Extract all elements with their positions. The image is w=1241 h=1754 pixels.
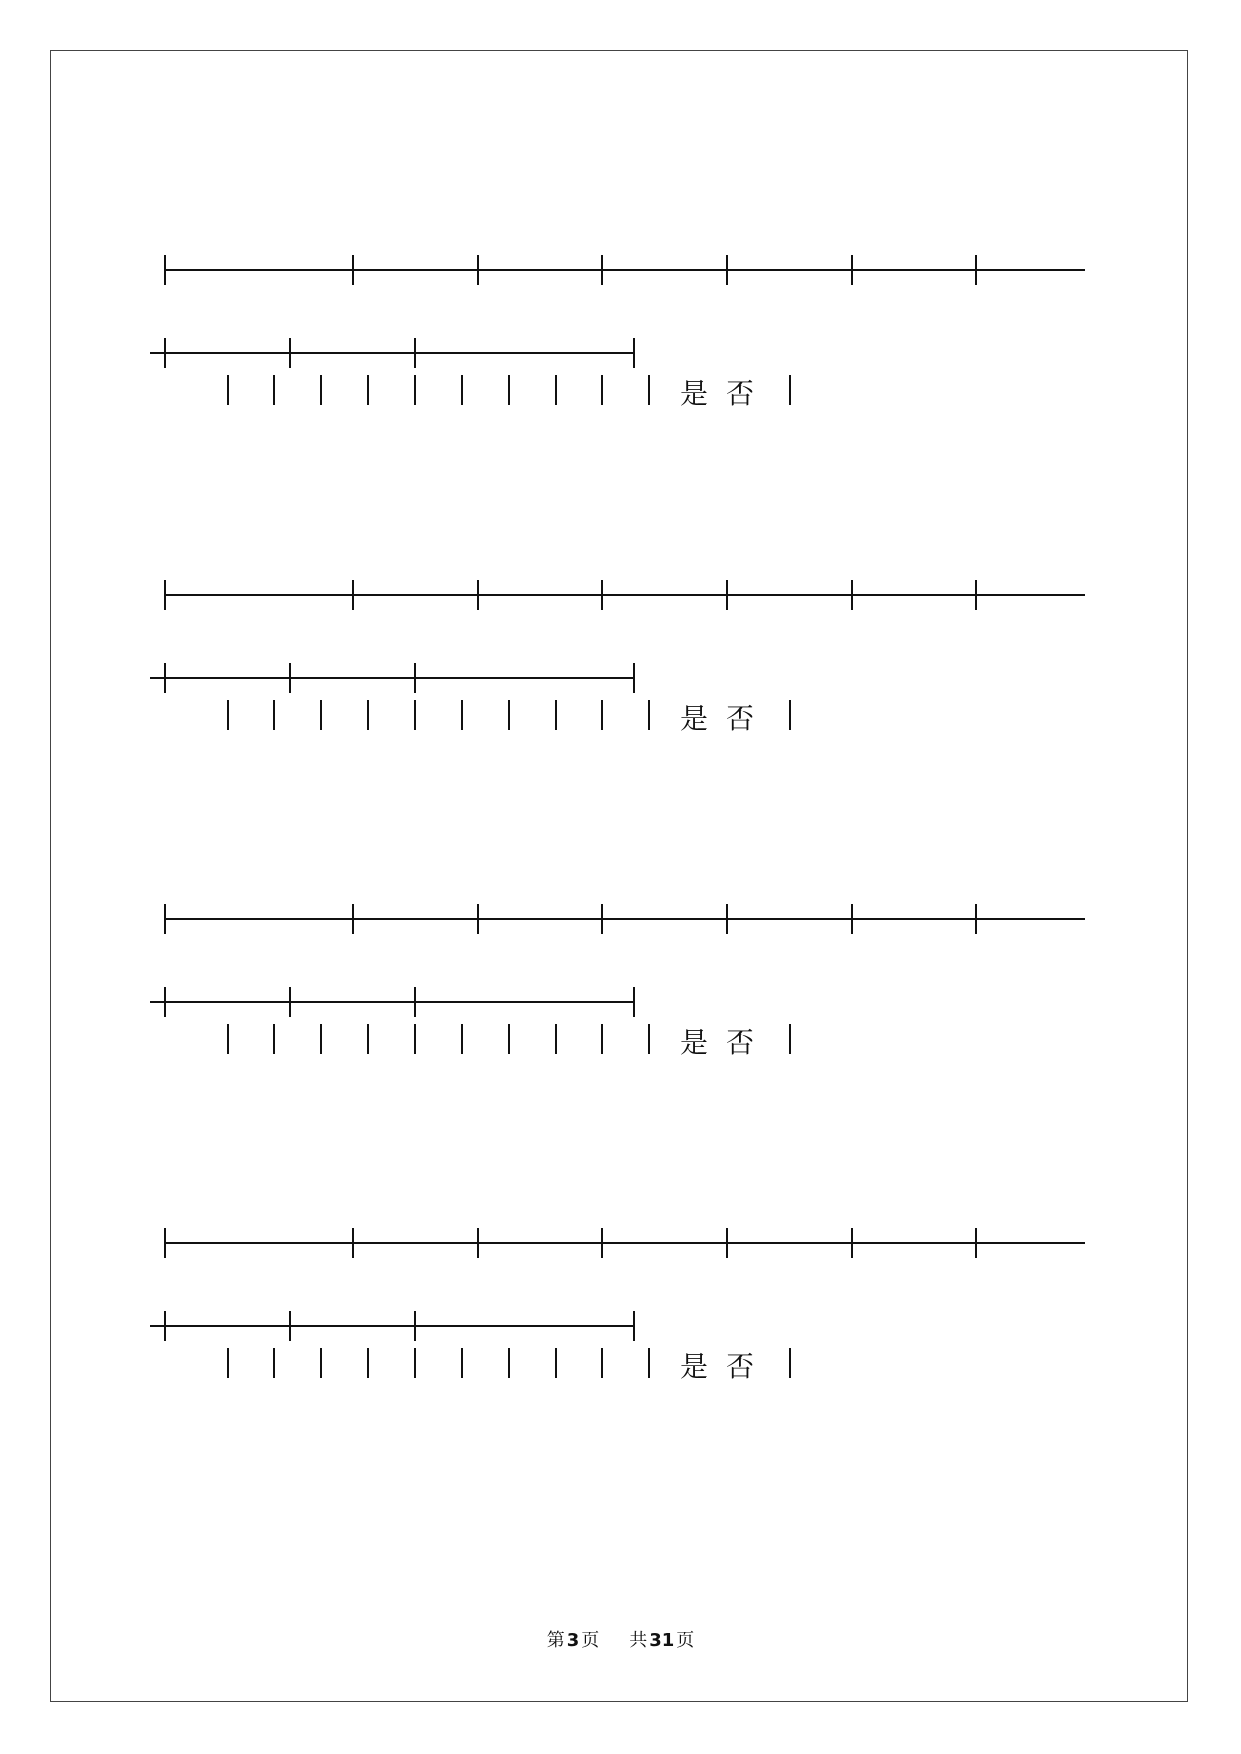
rule-tick bbox=[726, 580, 728, 610]
cell-bar bbox=[273, 1024, 275, 1054]
cell-bar bbox=[273, 375, 275, 405]
rule-line-top bbox=[164, 269, 1085, 271]
rule-tick bbox=[164, 580, 166, 610]
rule-line-bottom bbox=[150, 677, 635, 679]
cell-bar bbox=[508, 1024, 510, 1054]
cell-bar bbox=[227, 1348, 229, 1378]
rule-tick bbox=[352, 255, 354, 285]
rule-tick bbox=[601, 580, 603, 610]
rule-tick bbox=[601, 904, 603, 934]
rule-line-top bbox=[164, 1242, 1085, 1244]
yes-no-options bbox=[680, 697, 772, 737]
cell-bar bbox=[555, 700, 557, 730]
rule-tick bbox=[164, 1228, 166, 1258]
rule-line-bottom bbox=[150, 1325, 635, 1327]
rule-tick bbox=[633, 987, 635, 1017]
cell-bar bbox=[601, 700, 603, 730]
rule-tick bbox=[477, 580, 479, 610]
rule-tick bbox=[601, 1228, 603, 1258]
cell-bar bbox=[648, 700, 650, 730]
cell-bar bbox=[227, 375, 229, 405]
rule-tick bbox=[289, 1311, 291, 1341]
cell-bar bbox=[320, 1348, 322, 1378]
rule-line-bottom bbox=[150, 1001, 635, 1003]
cell-bar bbox=[601, 1024, 603, 1054]
cell-bar bbox=[789, 375, 791, 405]
form-block bbox=[0, 235, 1241, 485]
footer-prefix: 第 bbox=[546, 1630, 565, 1651]
footer-total-prefix: 共 bbox=[629, 1630, 648, 1651]
rule-tick bbox=[477, 1228, 479, 1258]
form-block bbox=[0, 560, 1241, 810]
cell-bar bbox=[414, 1348, 416, 1378]
rule-tick bbox=[164, 987, 166, 1017]
cell-bar bbox=[601, 1348, 603, 1378]
yes-option[interactable]: 是 bbox=[680, 377, 727, 410]
cell-bar bbox=[789, 1348, 791, 1378]
rule-tick bbox=[633, 663, 635, 693]
rule-tick bbox=[601, 255, 603, 285]
rule-tick bbox=[851, 580, 853, 610]
cell-bar bbox=[601, 375, 603, 405]
rule-tick bbox=[851, 904, 853, 934]
cell-bar bbox=[555, 375, 557, 405]
rule-tick bbox=[975, 904, 977, 934]
rule-line-top bbox=[164, 594, 1085, 596]
cell-bar bbox=[648, 1024, 650, 1054]
rule-tick bbox=[975, 580, 977, 610]
cell-bar bbox=[461, 375, 463, 405]
rule-tick bbox=[975, 1228, 977, 1258]
cell-bar bbox=[227, 700, 229, 730]
cell-bar bbox=[508, 1348, 510, 1378]
rule-tick bbox=[726, 904, 728, 934]
rule-tick bbox=[975, 255, 977, 285]
rule-tick bbox=[164, 338, 166, 368]
rule-tick bbox=[164, 663, 166, 693]
no-option[interactable]: 否 bbox=[726, 377, 773, 410]
cell-bar bbox=[320, 375, 322, 405]
cell-bar bbox=[508, 700, 510, 730]
rule-tick bbox=[414, 338, 416, 368]
rule-tick bbox=[477, 904, 479, 934]
yes-option[interactable]: 是 bbox=[680, 1350, 727, 1383]
rule-tick bbox=[633, 338, 635, 368]
cell-bar bbox=[367, 1024, 369, 1054]
no-option[interactable]: 否 bbox=[726, 1350, 773, 1383]
no-option[interactable]: 否 bbox=[726, 702, 773, 735]
rule-tick bbox=[352, 580, 354, 610]
form-block bbox=[0, 1208, 1241, 1458]
footer-page-unit: 页 bbox=[581, 1630, 600, 1651]
cell-bar bbox=[648, 375, 650, 405]
cell-bar bbox=[789, 700, 791, 730]
cell-bar bbox=[789, 1024, 791, 1054]
yes-no-options bbox=[680, 372, 772, 412]
footer-total-pages: 31 bbox=[649, 1630, 675, 1651]
cell-bar bbox=[555, 1348, 557, 1378]
rule-line-bottom bbox=[150, 352, 635, 354]
cell-bar bbox=[461, 1348, 463, 1378]
rule-tick bbox=[414, 663, 416, 693]
rule-tick bbox=[164, 255, 166, 285]
cell-bar bbox=[648, 1348, 650, 1378]
rule-tick bbox=[851, 255, 853, 285]
cell-bar bbox=[414, 375, 416, 405]
cell-bar bbox=[367, 375, 369, 405]
yes-option[interactable]: 是 bbox=[680, 1026, 727, 1059]
cell-bar bbox=[461, 1024, 463, 1054]
rule-line-top bbox=[164, 918, 1085, 920]
no-option[interactable]: 否 bbox=[726, 1026, 773, 1059]
cell-bar bbox=[367, 1348, 369, 1378]
footer-total-unit: 页 bbox=[676, 1630, 695, 1651]
cell-bar bbox=[461, 700, 463, 730]
cell-bar bbox=[273, 1348, 275, 1378]
cell-bar bbox=[508, 375, 510, 405]
rule-tick bbox=[851, 1228, 853, 1258]
cell-bar bbox=[273, 700, 275, 730]
cell-bar bbox=[367, 700, 369, 730]
cell-bar bbox=[555, 1024, 557, 1054]
cell-bar bbox=[320, 700, 322, 730]
rule-tick bbox=[352, 1228, 354, 1258]
cell-bar bbox=[320, 1024, 322, 1054]
cell-bar bbox=[414, 700, 416, 730]
rule-tick bbox=[164, 1311, 166, 1341]
footer-page-number: 3 bbox=[566, 1630, 580, 1651]
yes-no-options bbox=[680, 1345, 772, 1385]
rule-tick bbox=[289, 663, 291, 693]
form-block bbox=[0, 884, 1241, 1134]
cell-bar bbox=[227, 1024, 229, 1054]
rule-tick bbox=[164, 904, 166, 934]
rule-tick bbox=[726, 255, 728, 285]
rule-tick bbox=[477, 255, 479, 285]
rule-tick bbox=[289, 987, 291, 1017]
rule-tick bbox=[289, 338, 291, 368]
rule-tick bbox=[352, 904, 354, 934]
cell-bar bbox=[414, 1024, 416, 1054]
page-footer bbox=[0, 1626, 1241, 1652]
rule-tick bbox=[414, 987, 416, 1017]
rule-tick bbox=[414, 1311, 416, 1341]
yes-option[interactable]: 是 bbox=[680, 702, 727, 735]
yes-no-options bbox=[680, 1021, 772, 1061]
rule-tick bbox=[633, 1311, 635, 1341]
rule-tick bbox=[726, 1228, 728, 1258]
